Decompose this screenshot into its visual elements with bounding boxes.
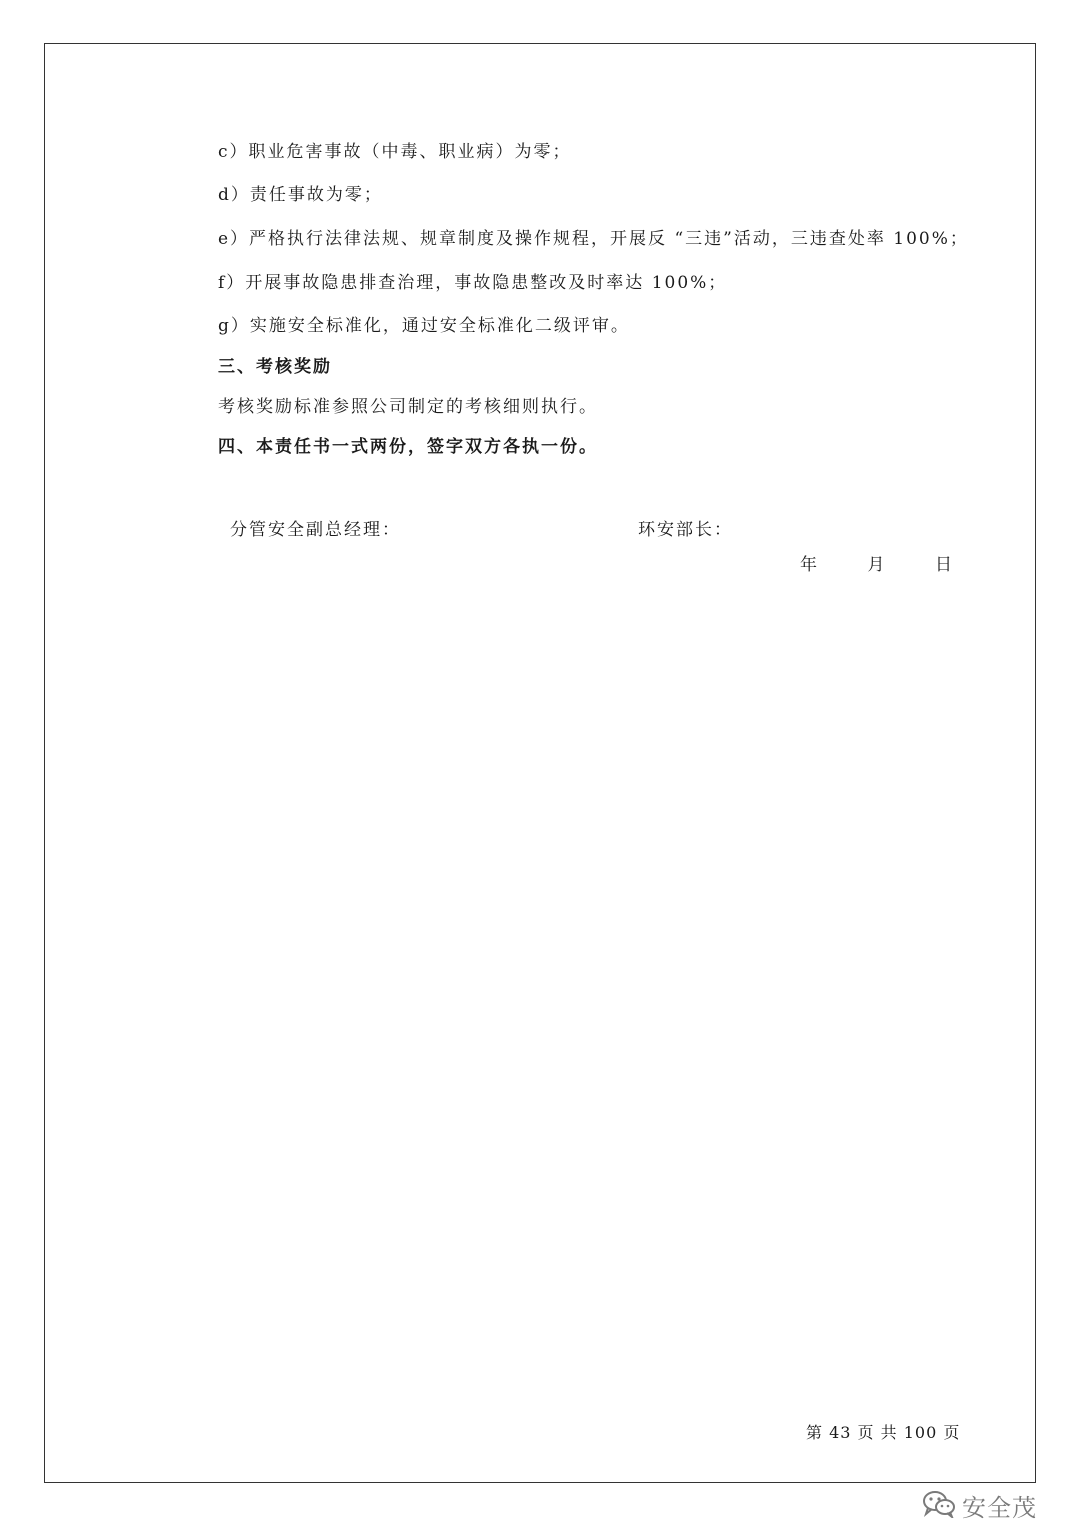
signature-date xyxy=(800,550,952,575)
item-f: f）开展事故隐患排查治理，事故隐患整改及时率达 100%； xyxy=(218,273,728,293)
signature-env-safety-head: 环安部长： xyxy=(638,520,733,540)
section-4-heading: 四、本责任书一式两份，签字双方各执一份。 xyxy=(218,437,598,457)
signature-deputy-gm: 分管安全副总经理： xyxy=(230,520,401,540)
item-d: d）责任事故为零； xyxy=(218,185,383,205)
date-year: 年 xyxy=(800,555,817,575)
date-day: 日 xyxy=(935,555,952,575)
section-3-heading: 三、考核奖励 xyxy=(218,357,332,377)
page-number: 第 43 页 共 100 页 xyxy=(806,1423,961,1442)
item-c: c）职业危害事故（中毒、职业病）为零； xyxy=(218,142,572,162)
page-frame xyxy=(44,43,1036,1483)
watermark xyxy=(922,1488,1037,1523)
watermark-text: 安全茂 xyxy=(962,1494,1037,1522)
item-e: e）严格执行法律法规、规章制度及操作规程，开展反 “三违”活动，三违查处率 100%； xyxy=(218,229,969,249)
section-3-body: 考核奖励标准参照公司制定的考核细则执行。 xyxy=(218,397,598,417)
item-g: g）实施安全标准化，通过安全标准化二级评审。 xyxy=(218,316,630,336)
date-month: 月 xyxy=(867,555,885,575)
wechat-icon xyxy=(922,1490,956,1522)
